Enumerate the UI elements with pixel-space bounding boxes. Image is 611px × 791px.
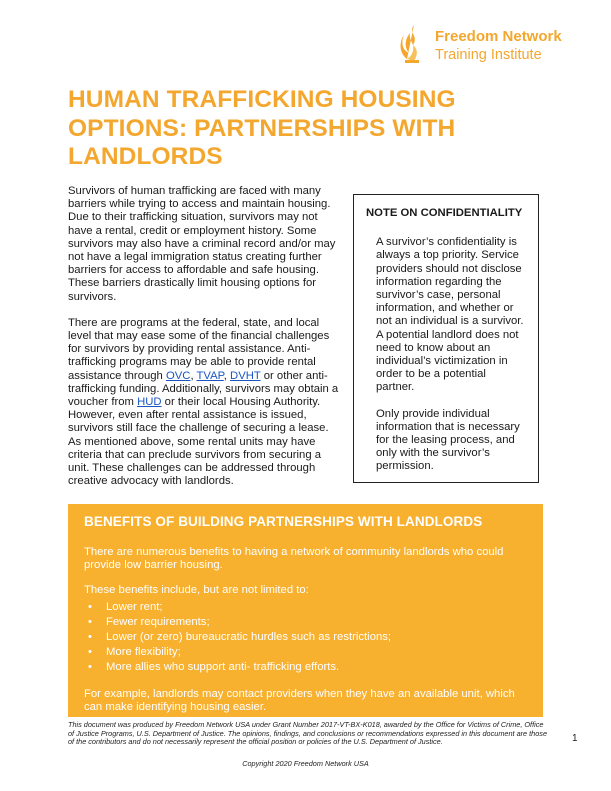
logo-subtitle: Training Institute — [435, 47, 542, 63]
hud-link[interactable]: HUD — [137, 396, 162, 409]
logo-name: Freedom Network — [435, 28, 562, 45]
benefits-box — [68, 504, 543, 717]
benefits-heading: BENEFITS OF BUILDING PARTNERSHIPS WITH LANDLORDS — [84, 514, 483, 529]
list-item: • More flexibility; — [84, 645, 527, 660]
benefits-list — [84, 600, 527, 676]
benefits-intro: There are numerous benefits to having a network of community landlords who could provide low barrier housing. — [84, 546, 504, 572]
note-paragraph-2: Only provide individual information that is necessary for the leasing process, and only with the survivor’s permission. — [376, 407, 520, 473]
sep-2: , — [223, 369, 231, 382]
note-paragraph-1: A survivor’s confidentiality is always a top priority. Service providers should not disclose information regarding the survivor’s case, personal information, and whether or not an individual is a survivor. A potential landlord does not need to know about an individual’s victimization in order to be a potential partner. — [376, 236, 524, 394]
list-item: • More allies who support anti- trafficking efforts. — [84, 660, 527, 675]
page-title: HUMAN TRAFFICKING HOUSING OPTIONS: PARTNERSHIPS WITH LANDLORDS — [68, 86, 456, 170]
tvap-link[interactable]: TVAP — [196, 369, 224, 382]
footer-copyright: Copyright 2020 Freedom Network USA — [242, 759, 369, 768]
list-item: • Lower (or zero) bureaucratic hurdles such as restrictions; — [84, 630, 527, 645]
page-number: 1 — [572, 733, 578, 744]
logo — [398, 22, 588, 68]
intro-column — [68, 185, 344, 501]
intro-text-b: or other anti-trafficking funding. Additionally, survivors may obtain a voucher from — [68, 369, 339, 409]
intro-paragraph-1: Survivors of human trafficking are faced with many barriers while trying to access and maintain housing. Due to their trafficking situation, survivors may not have a rental, credit or employment history. Some survivors may also have a criminal record and/or may not have a legal immigration status creating further barriers for access to affordable and safe housing. These barriers drastically limit housing options for survivors. — [68, 185, 336, 303]
sep-1: , — [190, 369, 197, 382]
note-heading: NOTE ON CONFIDENTIALITY — [366, 207, 523, 219]
intro-text-c: or their local Housing Authority. However, even after rental assistance is issued, survivors still face the challenge of securing a lease. As mentioned above, some rental units may have criteria that can preclude survivors from securing a unit. These challenges can be addressed through creative advocacy with landlords. — [68, 396, 329, 488]
flame-logo-icon — [398, 24, 428, 64]
confidentiality-note — [353, 194, 539, 483]
intro-text-a: There are programs at the federal, state, and local level that may ease some of the financial challenges for survivors by providing rental assistance. Anti-trafficking programs may be able to provide rental assistance through — [68, 316, 330, 382]
list-item: • Fewer requirements; — [84, 615, 527, 630]
dvht-link[interactable]: DVHT — [230, 369, 261, 382]
ovc-link[interactable]: OVC — [165, 369, 191, 382]
intro-paragraph-2 — [68, 317, 344, 489]
footer-disclaimer: This document was produced by Freedom Network USA under Grant Number 2017-VT-BX-K018, awarded by the Office for Victims of Crime, Office of Justice Programs, U.S. Department of Justice. The opinions, findings, and conclusions or recommendations expressed in this document are those of the contributors and do not necessarily represent the official position or policies of the U.S. Department of Justice. — [68, 720, 547, 747]
list-item: • Lower rent; — [84, 600, 527, 615]
benefits-list-intro: These benefits include, but are not limited to: — [84, 584, 309, 597]
benefits-example: For example, landlords may contact providers when they have an available unit, which can make identifying housing easier. — [84, 687, 515, 713]
